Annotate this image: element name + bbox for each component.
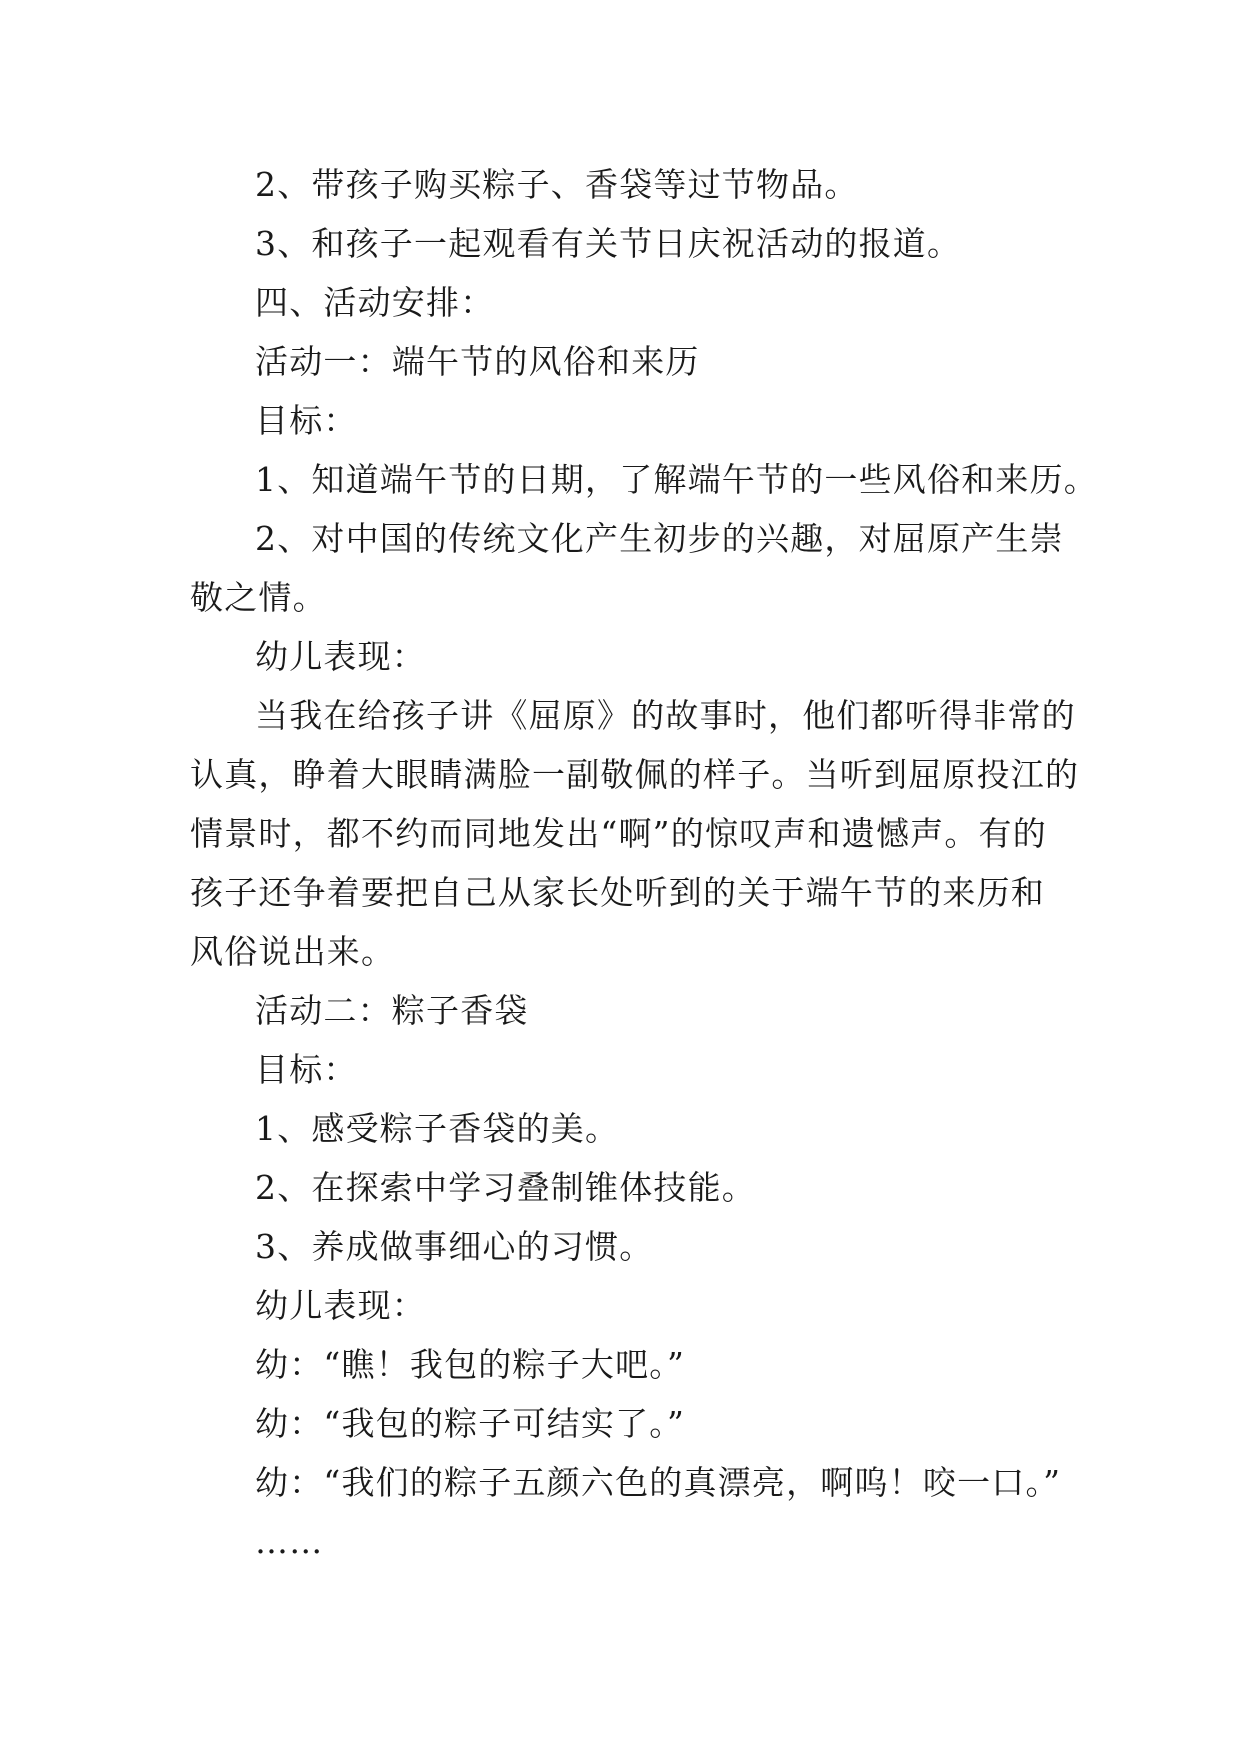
paragraph-line: 2、对中国的传统文化产生初步的兴趣，对屈原产生崇: [255, 519, 1064, 558]
quote-line: 幼：“瞧！我包的粽子大吧。”: [255, 1345, 686, 1384]
paragraph-line: 1、知道端午节的日期，了解端午节的一些风俗和来历。: [255, 460, 1098, 499]
paragraph-line: 风俗说出来。: [190, 932, 396, 971]
paragraph-line: 2、在探索中学习叠制锥体技能。: [255, 1168, 756, 1207]
paragraph-line: 情景时，都不约而同地发出“啊”的惊叹声和遗憾声。有的: [190, 814, 1047, 853]
paragraph-line: 当我在给孩子讲《屈原》的故事时，他们都听得非常的: [255, 696, 1076, 735]
activity-title: 活动一：端午节的风俗和来历: [255, 342, 700, 381]
ellipsis-line: ……: [255, 1522, 324, 1561]
paragraph-line: 认真，睁着大眼睛满脸一副敬佩的样子。当听到屈原投江的: [190, 755, 1080, 794]
paragraph-line: 3、和孩子一起观看有关节日庆祝活动的报道。: [255, 224, 962, 263]
paragraph-line: 1、感受粽子香袋的美。: [255, 1109, 620, 1148]
document-body: [190, 155, 1098, 1571]
activity-title: 活动二：粽子香袋: [255, 991, 529, 1030]
subheading: 幼儿表现：: [255, 1286, 426, 1325]
subheading: 目标：: [255, 1050, 358, 1089]
paragraph-line: 3、养成做事细心的习惯。: [255, 1227, 654, 1266]
paragraph-line: 孩子还争着要把自己从家长处听到的关于端午节的来历和: [190, 873, 1045, 912]
paragraph-line: 2、带孩子购买粽子、香袋等过节物品。: [255, 165, 859, 204]
subheading: 幼儿表现：: [255, 637, 426, 676]
section-heading: 四、活动安排：: [255, 283, 495, 322]
paragraph-line: 敬之情。: [190, 578, 327, 617]
quote-line: 幼：“我包的粽子可结实了。”: [255, 1404, 686, 1443]
quote-line: 幼：“我们的粽子五颜六色的真漂亮，啊呜！咬一口。”: [255, 1463, 1062, 1502]
subheading: 目标：: [255, 401, 358, 440]
